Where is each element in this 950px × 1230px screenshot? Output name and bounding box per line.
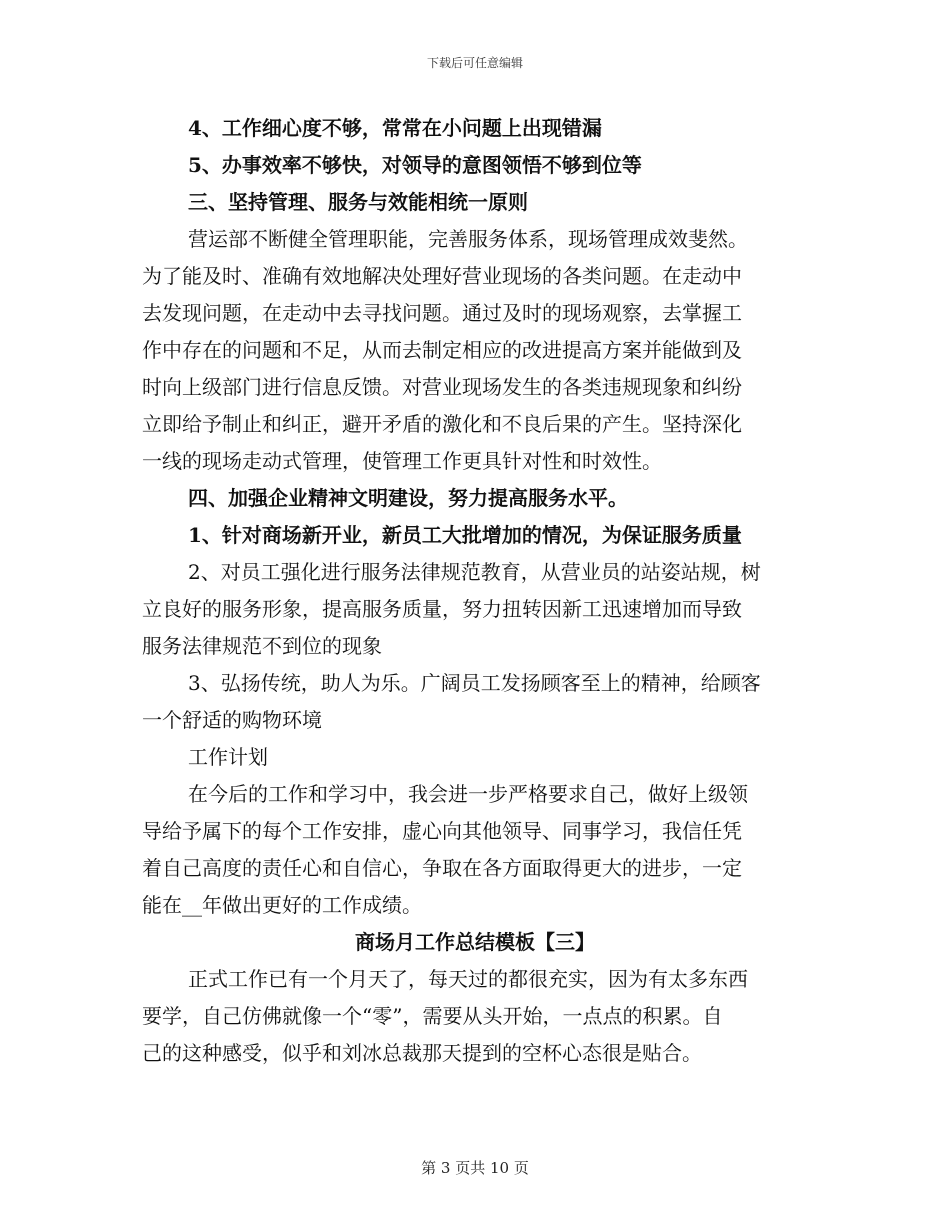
text-line: 时向上级部门进行信息反馈。对营业现场发生的各类违规现象和纠纷 [142,375,742,399]
section-heading: 四、加强企业精神文明建设，努力提高服务水平。 [188,486,628,510]
text-line: 一个舒适的购物环境 [142,708,322,732]
text-line: 1、针对商场新开业，新员工大批增加的情况，为保证服务质量 [188,523,742,547]
text-line: 4、工作细心度不够，常常在小问题上出现错漏 [188,116,602,140]
text-line: 作中存在的问题和不足，从而去制定相应的改进提高方案并能做到及 [142,338,742,362]
text-line: 3、弘扬传统，助人为乐。广阔员工发扬顾客至上的精神，给顾客 [188,671,761,695]
text-line: 营运部不断健全管理职能，完善服务体系，现场管理成效斐然。 [188,227,748,251]
text-line: 在今后的工作和学习中，我会进一步严格要求自己，做好上级领 [188,782,748,806]
text-line: 一线的现场走动式管理，使管理工作更具针对性和时效性。 [142,449,662,473]
subheading: 工作计划 [188,745,268,769]
text-line: 能在__年做出更好的工作成绩。 [142,893,422,917]
text-line: 服务法律规范不到位的现象 [142,634,382,658]
document-title: 商场月工作总结模板【三】 [355,930,595,954]
text-line: 立良好的服务形象，提高服务质量，努力扭转因新工迅速增加而导致 [142,597,742,621]
document-body [142,110,808,1072]
text-line: 5、办事效率不够快，对领导的意图领悟不够到位等 [188,153,642,177]
section-heading: 三、坚持管理、服务与效能相统一原则 [188,190,528,214]
text-line: 要学，自己仿佛就像一个“零”，需要从头开始，一点点的积累。自 [142,1004,723,1028]
text-line: 立即给予制止和纠正，避开矛盾的激化和不良后果的产生。坚持深化 [142,412,742,436]
text-line: 正式工作已有一个月天了，每天过的都很充实，因为有太多东西 [188,967,748,991]
text-line: 去发现问题，在走动中去寻找问题。通过及时的现场观察，去掌握工 [142,301,742,325]
page-header: 下载后可任意编辑 [426,56,523,70]
text-line: 着自己高度的责任心和自信心，争取在各方面取得更大的进步，一定 [142,856,742,880]
page-footer: 第 3 页共 10 页 [421,1159,529,1177]
text-line: 导给予属下的每个工作安排，虚心向其他领导、同事学习，我信任凭 [142,819,742,843]
text-line: 2、对员工强化进行服务法律规范教育，从营业员的站姿站规，树 [188,560,761,584]
text-line: 为了能及时、准确有效地解决处理好营业现场的各类问题。在走动中 [142,264,742,288]
text-line: 己的这种感受，似乎和刘冰总裁那天提到的空杯心态很是贴合。 [142,1041,702,1065]
